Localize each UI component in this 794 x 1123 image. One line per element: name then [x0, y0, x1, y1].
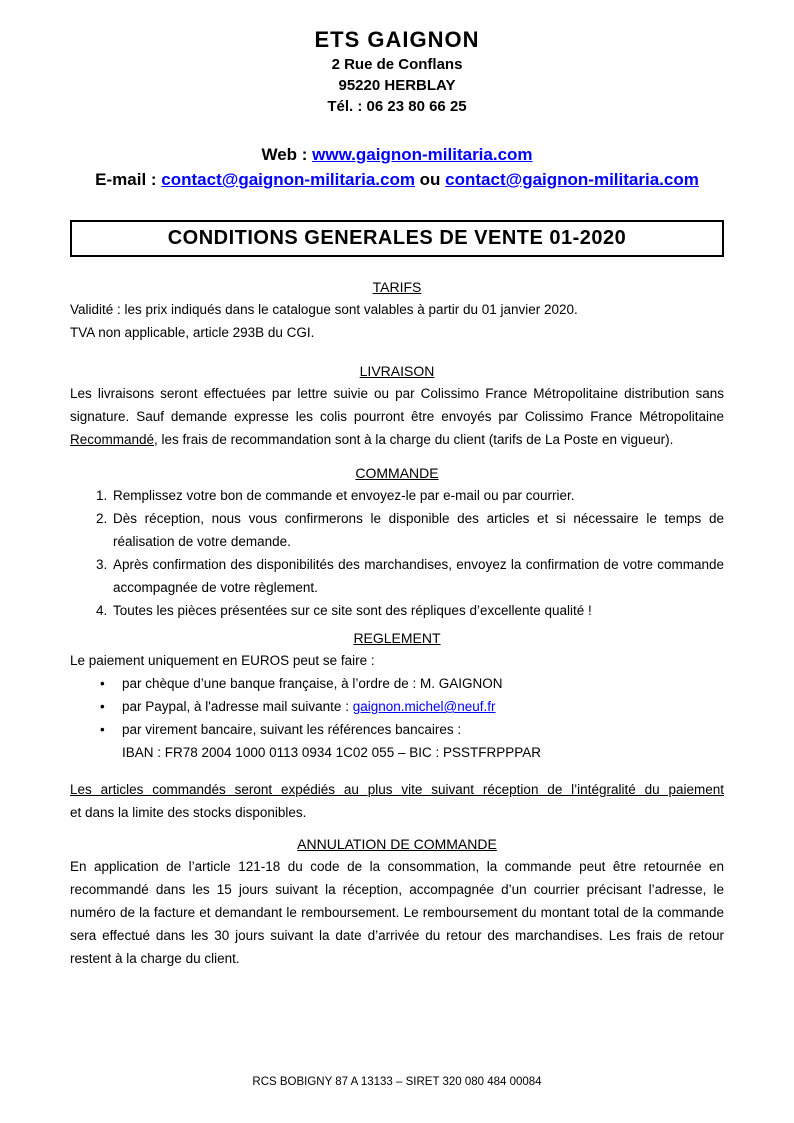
item-text-2: Dès réception, nous vous confirmerons le disponible des articles et si nécessaire le temps de réalisation de votre demande. [113, 511, 724, 549]
item-text-4: Toutes les pièces présentées sur ce site sont des répliques d’excellente qualité ! [113, 603, 592, 618]
bullet-marker: • [100, 676, 105, 691]
email-label: E-mail : [95, 170, 162, 189]
livraison-text-before: Les livraisons seront effectuées par lettre suivie ou par Colissimo France Métropolitaine distribution sans signature. Sauf demande expresse les colis pourront être envoyés par Colissimo France Métropolitaine [70, 386, 724, 424]
item-number-3: 3. [96, 557, 108, 572]
company-name: ETS GAIGNON [314, 27, 480, 52]
bullet-marker: • [100, 699, 105, 714]
shipping-notice [70, 778, 724, 824]
section-tarifs [70, 277, 724, 344]
address-line-1: 2 Rue de Conflans [331, 56, 463, 73]
section-livraison [70, 361, 724, 451]
livraison-text-after: , les frais de recommandation sont à la charge du client (tarifs de La Poste en vigueur). [154, 432, 674, 447]
payment-option-cheque [70, 672, 724, 695]
item-text-3: Après confirmation des disponibilités des marchandises, envoyez la confirmation de votre commande accompagnée de votre règlement. [113, 557, 724, 595]
shipping-underlined-text: Les articles commandés seront expédiés au plus vite suivant réception de l’intégralité du paiement [70, 782, 724, 797]
web-line [70, 142, 724, 167]
annulation-paragraph: En application de l’article 121-18 du code de la consommation, la commande peut être retournée en recommandé dans les 15 jours suivant la réception, accompagnée d’un courrier précisant l’adresse, le numéro de la facture et demandant le remboursement. Le remboursement du montant total de la commande sera effectué dans les 30 jours suivant la date d’arrivée du retour des marchandises. Les frais de retour restent à la charge du client. [70, 859, 724, 966]
section-heading-livraison: LIVRAISON [359, 363, 435, 379]
web-label: Web : [261, 145, 313, 164]
tarifs-line-tva: TVA non applicable, article 293B du CGI. [70, 325, 315, 340]
email-link-1[interactable]: contact@gaignon-militaria.com [161, 170, 415, 189]
footer-legal: RCS BOBIGNY 87 A 13133 – SIRET 320 080 484 00084 [252, 1076, 542, 1088]
item-number-2: 2. [96, 511, 108, 526]
commande-item-4 [70, 599, 724, 622]
address-line-2: 95220 HERBLAY [338, 77, 456, 94]
reglement-intro: Le paiement uniquement en EUROS peut se faire : [70, 653, 375, 668]
paypal-label: par Paypal, à l'adresse mail suivante : [122, 699, 353, 714]
document-title: CONDITIONS GENERALES DE VENTE 01-2020 [167, 227, 627, 249]
paypal-email-link[interactable]: gaignon.michel@neuf.fr [352, 699, 496, 714]
livraison-recommande-underlined: Recommandé [70, 432, 155, 447]
section-heading-tarifs: TARIFS [372, 279, 422, 295]
payment-cheque-text: par chèque d’une banque française, à l’ordre de : M. GAIGNON [122, 676, 503, 691]
tarifs-line-validity: Validité : les prix indiqués dans le catalogue sont valables à partir du 01 janvier 2020. [70, 302, 578, 317]
letterhead [70, 26, 724, 117]
contact-links [70, 142, 724, 192]
item-number-1: 1. [96, 488, 108, 503]
item-text-1: Remplissez votre bon de commande et envoyez-le par e-mail ou par courrier. [113, 488, 575, 503]
item-number-4: 4. [96, 603, 108, 618]
payment-option-transfer [70, 718, 724, 741]
bullet-marker: • [100, 722, 105, 737]
section-annulation [70, 834, 724, 970]
livraison-paragraph [70, 382, 724, 451]
commande-item-3 [70, 553, 724, 599]
section-heading-reglement: REGLEMENT [353, 630, 441, 646]
section-reglement [70, 628, 724, 824]
section-heading-annulation: ANNULATION DE COMMANDE [297, 836, 497, 852]
payment-transfer-text: par virement bancaire, suivant les références bancaires : [122, 722, 462, 737]
email-link-2[interactable]: contact@gaignon-militaria.com [445, 170, 699, 189]
payment-paypal-text [122, 695, 724, 718]
document-title-box [70, 220, 724, 257]
commande-item-1 [70, 484, 724, 507]
email-separator: ou [414, 170, 446, 189]
website-link[interactable]: www.gaignon-militaria.com [312, 145, 533, 164]
section-commande [70, 463, 724, 622]
payment-option-paypal [70, 695, 724, 718]
shipping-notice-line-rest: et dans la limite des stocks disponibles. [70, 805, 307, 820]
phone-line: Tél. : 06 23 80 66 25 [327, 98, 467, 115]
iban-line: IBAN : FR78 2004 1000 0113 0934 1C02 055 – BIC : PSSTFRPPPAR [122, 745, 541, 760]
email-line [70, 167, 724, 192]
commande-item-2 [70, 507, 724, 553]
shipping-notice-line-underlined [70, 778, 724, 801]
section-heading-commande: COMMANDE [355, 465, 439, 481]
